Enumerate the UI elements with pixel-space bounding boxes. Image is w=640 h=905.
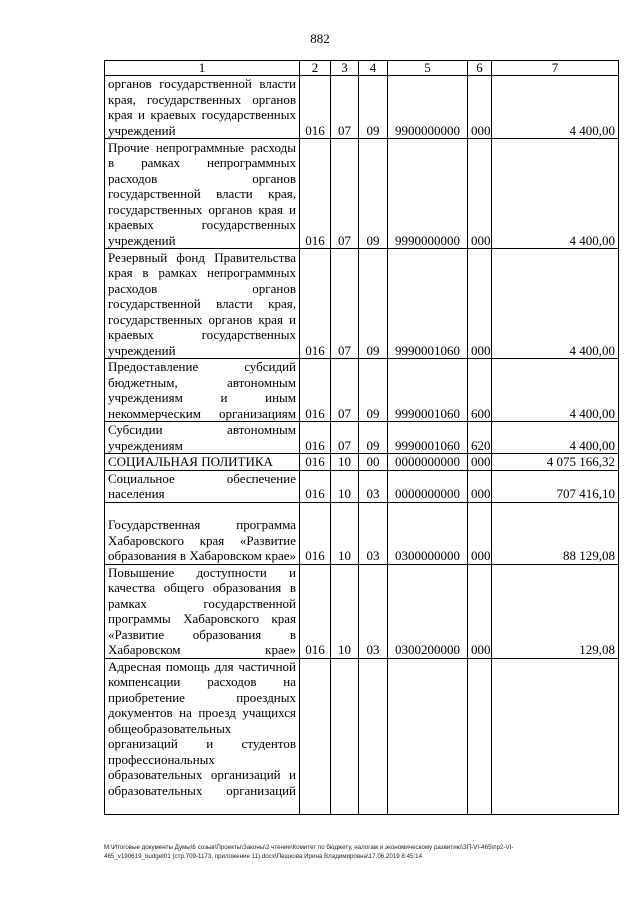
row-code-4: 09 bbox=[359, 422, 388, 454]
row-code-5: 9990001060 bbox=[388, 249, 468, 359]
table-row bbox=[105, 502, 619, 564]
row-code-5: 9990001060 bbox=[388, 422, 468, 454]
row-code-4: 09 bbox=[359, 249, 388, 359]
footer-line-1: М:\Итоговые документы Думы\6 созыв\Проекты\Законы\2 чтение\Комитет по бюджету, налогам и экономическому развитию\ЗП-VI-465\пр2-VI- bbox=[104, 844, 514, 851]
table-row bbox=[105, 359, 619, 422]
row-code-4: 03 bbox=[359, 564, 388, 658]
row-code-3: 10 bbox=[331, 564, 359, 658]
row-amount: 129,08 bbox=[492, 564, 619, 658]
row-code-2: 016 bbox=[300, 502, 331, 564]
row-amount bbox=[492, 658, 619, 814]
row-code-3: 07 bbox=[331, 76, 359, 139]
table-row bbox=[105, 249, 619, 359]
row-code-2: 016 bbox=[300, 249, 331, 359]
row-amount: 4 400,00 bbox=[492, 76, 619, 139]
header-col-4: 4 bbox=[359, 61, 388, 76]
row-name: Государственная программа Хабаровского края «Развитие образования в Хабаровском крае» bbox=[105, 502, 300, 564]
row-code-2: 016 bbox=[300, 470, 331, 502]
row-code-5 bbox=[388, 658, 468, 814]
row-code-5: 9900000000 bbox=[388, 76, 468, 139]
row-amount: 4 400,00 bbox=[492, 422, 619, 454]
row-code-6: 600 bbox=[468, 359, 492, 422]
row-name: органов государственной власти края, государственных органов края и краевых государственных учреждений bbox=[105, 76, 300, 139]
row-name: Предоставление субсидий бюджетным, автономным учреждениям и иным некоммерческим организациям bbox=[105, 359, 300, 422]
row-code-5: 0000000000 bbox=[388, 454, 468, 471]
row-name: Повышение доступности и качества общего образования в рамках государственной программы Хабаровского края «Развитие образования в Хабаровском крае» bbox=[105, 564, 300, 658]
row-code-5: 9990000000 bbox=[388, 139, 468, 249]
row-code-3: 07 bbox=[331, 359, 359, 422]
page-number: 882 bbox=[310, 31, 330, 46]
row-code-6: 000 bbox=[468, 249, 492, 359]
row-code-3: 10 bbox=[331, 470, 359, 502]
header-col-5: 5 bbox=[388, 61, 468, 76]
row-name: СОЦИАЛЬНАЯ ПОЛИТИКА bbox=[105, 454, 300, 471]
row-code-5: 0300000000 bbox=[388, 502, 468, 564]
row-amount: 4 400,00 bbox=[492, 359, 619, 422]
table-row bbox=[105, 658, 619, 814]
table-row bbox=[105, 454, 619, 471]
table-row bbox=[105, 422, 619, 454]
row-code-3: 07 bbox=[331, 422, 359, 454]
row-code-5: 0300200000 bbox=[388, 564, 468, 658]
row-code-3: 10 bbox=[331, 502, 359, 564]
row-code-6: 000 bbox=[468, 139, 492, 249]
row-name: Адресная помощь для частичной компенсации расходов на приобретение проездных документов на проезд учащихся общеобразовательных организаций и студентов профессиональных образовательных организаций и образовательных организаций bbox=[105, 658, 300, 814]
row-amount: 4 075 166,32 bbox=[492, 454, 619, 471]
row-code-6: 000 bbox=[468, 76, 492, 139]
row-code-2: 016 bbox=[300, 564, 331, 658]
row-amount: 4 400,00 bbox=[492, 139, 619, 249]
row-code-4: 00 bbox=[359, 454, 388, 471]
row-code-6 bbox=[468, 658, 492, 814]
row-name: Резервный фонд Правительства края в рамках непрограммных расходов органов государственной власти края, государственных органов края и краевых государственных учреждений bbox=[105, 249, 300, 359]
row-amount: 707 416,10 bbox=[492, 470, 619, 502]
row-code-2 bbox=[300, 658, 331, 814]
row-code-5: 9990001060 bbox=[388, 359, 468, 422]
table-row bbox=[105, 76, 619, 139]
row-code-2: 016 bbox=[300, 139, 331, 249]
row-code-4: 03 bbox=[359, 470, 388, 502]
table-row bbox=[105, 139, 619, 249]
row-code-4 bbox=[359, 658, 388, 814]
row-code-6: 620 bbox=[468, 422, 492, 454]
row-code-5: 0000000000 bbox=[388, 470, 468, 502]
row-code-2: 016 bbox=[300, 454, 331, 471]
header-col-3: 3 bbox=[331, 61, 359, 76]
row-code-3: 10 bbox=[331, 454, 359, 471]
header-row bbox=[105, 61, 619, 76]
table-row bbox=[105, 470, 619, 502]
row-code-3: 07 bbox=[331, 249, 359, 359]
row-code-2: 016 bbox=[300, 359, 331, 422]
row-amount: 88 129,08 bbox=[492, 502, 619, 564]
row-code-6: 000 bbox=[468, 502, 492, 564]
row-code-6: 000 bbox=[468, 564, 492, 658]
row-name: Социальное обеспечение населения bbox=[105, 470, 300, 502]
row-amount: 4 400,00 bbox=[492, 249, 619, 359]
header-col-7: 7 bbox=[492, 61, 619, 76]
row-code-2: 016 bbox=[300, 76, 331, 139]
header-col-2: 2 bbox=[300, 61, 331, 76]
row-code-4: 09 bbox=[359, 76, 388, 139]
row-code-3 bbox=[331, 658, 359, 814]
row-name: Прочие непрограммные расходы в рамках непрограммных расходов органов государственной власти края, государственных органов края и краевых государственных учреждений bbox=[105, 139, 300, 249]
row-code-4: 09 bbox=[359, 359, 388, 422]
row-code-6: 000 bbox=[468, 470, 492, 502]
budget-table bbox=[104, 60, 619, 815]
row-code-4: 03 bbox=[359, 502, 388, 564]
row-name: Субсидии автономным учреждениям bbox=[105, 422, 300, 454]
row-code-3: 07 bbox=[331, 139, 359, 249]
file-path-footer bbox=[104, 843, 618, 861]
row-code-2: 016 bbox=[300, 422, 331, 454]
table-row bbox=[105, 564, 619, 658]
header-col-6: 6 bbox=[468, 61, 492, 76]
header-col-1: 1 bbox=[105, 61, 300, 76]
row-code-4: 09 bbox=[359, 139, 388, 249]
row-code-6: 000 bbox=[468, 454, 492, 471]
footer-line-2: 465_v190619_budget01 (стр.709-1173, приложение 11).docx\Пешкова Ирина Владимировна\17.06.2019 8:45:14 bbox=[104, 853, 423, 860]
